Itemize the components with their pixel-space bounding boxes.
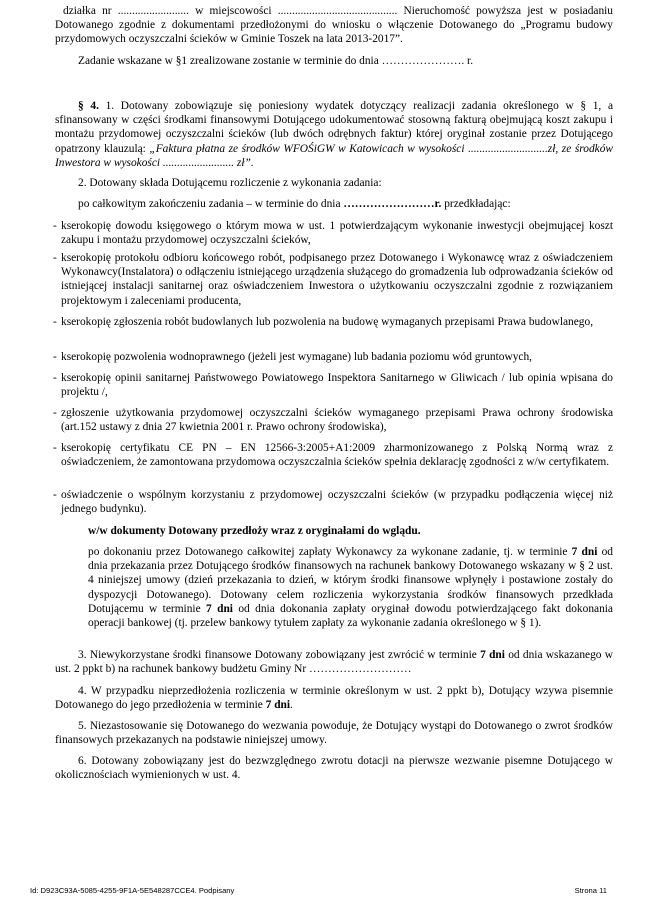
- list-item: - kserokopię certyfikatu CE PN – EN 12566-3:2005+A1:2009 zharmonizowanego z Polską Normą wraz z oświadczeniem, że zamontowana przydomowa oczyszczalnia ścieków spełnia deklarację zgodności z w/w certyfikatem.: [53, 442, 613, 469]
- list-item: - kserokopię dowodu księgowego o którym mowa w ust. 1 potwierdzającym wykonanie inwestycji obejmującej koszt zakupu i montażu przydomowej oczyszczalni ścieków,: [53, 220, 613, 247]
- completion-text-end: przedkładając:: [441, 198, 511, 210]
- section4-paragraph2: 2. Dotowany składa Dotującemu rozliczenie z wykonania zadania:: [78, 177, 382, 189]
- list-item: - zgłoszenie użytkowania przydomowej oczyszczalni ścieków wymaganego przepisami Prawa ochrony środowiska (art.152 ustawy z dnia 27 kwietnia 2001 r. Prawo ochrony środowiska),: [53, 407, 613, 434]
- completion-date: ……………………r.: [343, 198, 442, 210]
- section4-paragraph1: [55, 99, 613, 170]
- section4-paragraph3: 3. Niewykorzystane środki finansowe Dotowany zobowiązany jest zwrócić w terminie 7 dni od dnia wskazanego w ust. 2 ppkt b) na rachunek bankowy budżetu Gminy Nr ………………………: [55, 649, 613, 676]
- list-item: - oświadczenie o wspólnym korzystaniu z przydomowej oczyszczalni ścieków (w przypadku podłączenia więcej niż jednego budynku).: [53, 489, 613, 516]
- section4-paragraph5: 5. Niezastosowanie się Dotowanego do wezwania powoduje, że Dotujący wystąpi do Dotowanego o zwrot środków finansowych przekazanych na podstawie niniejszej umowy.: [55, 720, 613, 747]
- list-item: - kserokopię zgłoszenia robót budowlanych lub pozwolenia na budowę wymaganych przepisami Prawa budowlanego,: [53, 316, 594, 328]
- list-item: - kserokopię opinii sanitarnej Państwowego Powiatowego Inspektora Sanitarnego w Gliwicach / lub opinia wpisana do projektu /,: [53, 372, 613, 399]
- page-number: Strona 11: [574, 886, 607, 895]
- payment-paragraph: po dokonaniu przez Dotowanego całkowitej zapłaty Wykonawcy za wykonane zadanie, tj. w terminie 7 dni od dnia przekazania przez Dotującego środków finansowych na rachunek bankowy Dotowanego wskazany w § 2 ust. 4 niniejszej umowy (dzień przekazania to dzień, w którym środki finansowe wpłynęły i postawione zostały do dyspozycji Dotowanego). Dotowany celem rozliczenia wykorzystania środków finansowych przedkłada Dotującemu w terminie 7 dni od dnia dokonania zapłaty oryginał dowodu potwierdzającego fakt dokonania operacji bankowej (tj. przelew bankowy tytułem zapłaty za wykonanie zadania określonego w § 1).: [88, 546, 613, 630]
- section4-paragraph6: 6. Dotowany zobowiązany jest do bezwzględnego zwrotu dotacji na pierwsze wezwanie pisemne Dotującego w okolicznościach wymienionych w ust. 4.: [55, 755, 613, 782]
- section4-paragraph4: 4. W przypadku nieprzedłożenia rozliczenia w terminie określonym w ust. 2 ppkt b), Dotujący wzywa pisemnie Dotowanego do jego przedłożenia w terminie 7 dni.: [55, 685, 613, 712]
- completion-line: [55, 197, 613, 211]
- completion-text: po całkowitym zakończeniu zadania – w terminie do dnia: [78, 198, 344, 210]
- documents-note: w/w dokumenty Dotowany przedłoży wraz z oryginałami do wglądu.: [88, 525, 421, 537]
- deadline-paragraph: Zadanie wskazane w §1 zrealizowane zostanie w terminie do dnia …………………. r.: [78, 55, 474, 67]
- list-item: - kserokopię pozwolenia wodnoprawnego (jeżeli jest wymagane) lub badania poziomu wód gruntowych,: [53, 351, 532, 363]
- intro-paragraph: działka nr ......................... w miejscowości .......................................... Nieruchomość powyższa jest w posiadaniu Dotowanego zgodnie z dokumentami przedłożonymi do wniosku o włączenie Dotowanego do „Programu budowy przydomowych oczyszczalni ścieków w Gminie Toszek na lata 2013-2017”.: [55, 5, 613, 46]
- document-id: Id: D923C93A-5085-4255-9F1A-5E548287CCE4. Podpisany: [30, 886, 235, 895]
- invoice-clause: „Faktura płatna ze środków WFOŚiGW w Katowicach w wysokości ............................zł, ze środków Inwestora w wysokości ......................... zł”.: [55, 142, 613, 169]
- list-item: - kserokopię protokołu odbioru końcowego robót, podpisanego przez Dotowanego i Wykonawcę wraz z oświadczeniem Wykonawcy(Instalatora) o odłączeniu istniejącego urządzenia służącego do gromadzenia lub odprowadzania ścieków od istniejącej instalacji sanitarnej oraz oświadczeniem Inwestora o użytkowaniu oczyszczalni zgodnie z rozwiązaniem projektowym i zaleceniami producenta,: [53, 252, 613, 307]
- section-number: § 4.: [78, 100, 99, 112]
- section4-p1-text: 1. Dotowany zobowiązuje się poniesiony wydatek dotyczący realizacji zadania określonego w § 1, a sfinansowany w części środkami finansowymi Dotującego udokumentować stosowną fakturą obejmującą koszt zakupu i montażu przydomowej oczyszczalni ścieków (lub dwóch odrębnych faktur) której oryginał zostanie przez Dotującego opatrzony klauzulą:: [55, 100, 613, 155]
